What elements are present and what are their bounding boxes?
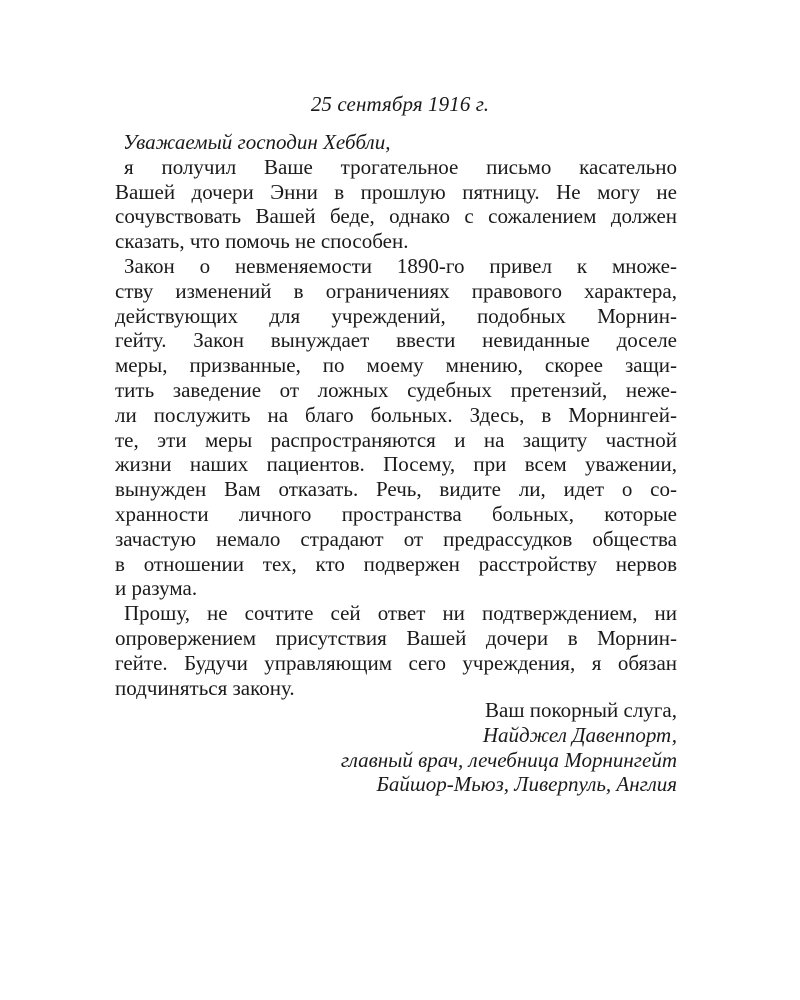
paragraph-line: тить заведение от ложных судебных претензий, неже-: [115, 377, 677, 402]
paragraph-line: жизни наших пациентов. Посему, при всем уважении,: [115, 452, 677, 477]
paragraph-line: ству изменений в ограничениях правового характера,: [115, 278, 677, 303]
signature-name: Найджел Давенпорт,: [482, 722, 677, 747]
paragraph-line: зачастую немало страдают от предрассудков общества: [115, 526, 677, 551]
paragraph-line: те, эти меры распространяются и на защиту частной: [115, 427, 677, 452]
paragraph-line: Закон о невменяемости 1890-го привел к множе-: [124, 253, 677, 278]
paragraph-line: ли послужить на благо больных. Здесь, в Морнингей-: [115, 402, 677, 427]
letter-date: 25 сентября 1916 г.: [310, 92, 490, 116]
paragraph-line: сказать, что помочь не способен.: [115, 229, 409, 254]
paragraph-line: меры, призванные, по моему мнению, скорее защи-: [115, 353, 677, 378]
paragraph-line: Вашей дочери Энни в прошлую пятницу. Не могу не: [115, 179, 677, 204]
paragraph-line: действующих для учреждений, подобных Морнин-: [115, 303, 677, 328]
paragraph-line: гейту. Закон вынуждает ввести невиданные доселе: [115, 328, 677, 353]
paragraph-line: и разума.: [115, 576, 198, 601]
paragraph-line: в отношении тех, кто подвержен расстройству нервов: [115, 551, 677, 576]
paragraph-line: Прошу, не сочтите сей ответ ни подтверждением, ни: [124, 601, 677, 626]
paragraph-line: опровержением присутствия Вашей дочери в Морнин-: [115, 625, 677, 650]
paragraph-3: [115, 601, 677, 700]
signature-address: Байшор-Мьюз, Ливерпуль, Англия: [376, 772, 677, 797]
paragraph-line: я получил Ваше трогательное письмо касательно: [124, 154, 677, 179]
paragraph-line: сочувствовать Вашей беде, однако с сожалением должен: [115, 204, 677, 229]
paragraph-line: хранности личного пространства больных, которые: [115, 501, 677, 526]
paragraph-line: подчиняться закону.: [115, 675, 295, 700]
signature-closing: Ваш покорный слуга,: [485, 698, 677, 722]
paragraph-line: гейте. Будучи управляющим сего учреждения, я обязан: [115, 650, 677, 675]
paragraph-2: [115, 254, 677, 601]
signature-title: главный врач, лечебница Морнингейт: [340, 747, 677, 772]
paragraph-line: вынужден Вам отказать. Речь, видите ли, идет о со-: [115, 477, 677, 502]
signature-block: [341, 698, 677, 797]
salutation: Уважаемый господин Хеббли,: [123, 130, 391, 154]
paragraph-1: [115, 155, 677, 254]
letter-body: [115, 130, 677, 700]
